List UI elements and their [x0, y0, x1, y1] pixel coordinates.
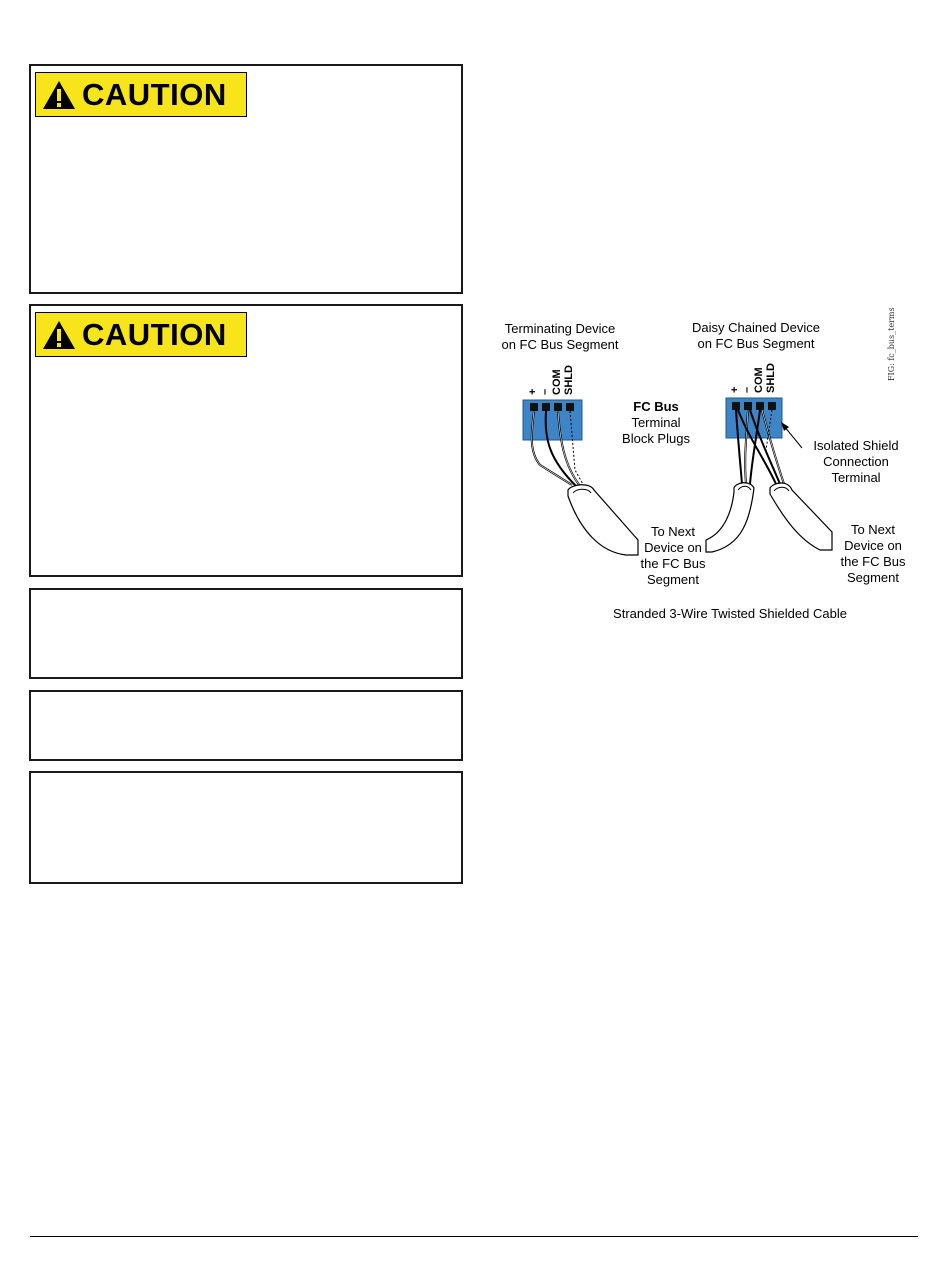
figure-caption: Stranded 3-Wire Twisted Shielded Cable [613, 606, 847, 621]
terminal-plus-label: + [729, 386, 741, 393]
caution-badge [35, 72, 247, 117]
footer-rule [30, 1236, 918, 1237]
terminal-com-label: COM [753, 367, 765, 393]
terminal-minus-label: – [741, 386, 753, 393]
note-box-3 [29, 771, 463, 884]
terminating-device-label: Terminating Device on FC Bus Segment [501, 321, 619, 352]
warning-triangle-icon [42, 80, 76, 110]
note-box-1 [29, 588, 463, 679]
fc-bus-subtitle: Terminal Block Plugs [622, 415, 690, 446]
caution-label: CAUTION [82, 77, 227, 112]
daisy-chained-device-label: Daisy Chained Device on FC Bus Segment [692, 320, 820, 351]
fc-bus-wiring-figure [480, 300, 940, 640]
terminal-shld-label: SHLD [563, 365, 575, 395]
warning-triangle-icon [42, 320, 76, 350]
caution-badge [35, 312, 247, 357]
isolated-shield-label: Isolated Shield Connection Terminal [813, 438, 899, 485]
terminal-minus-label: – [539, 388, 551, 395]
caution-box-2 [29, 304, 463, 577]
note-box-2 [29, 690, 463, 761]
terminal-plus-label: + [527, 388, 539, 395]
caution-label: CAUTION [82, 317, 227, 352]
caution-box-1 [29, 64, 463, 294]
to-next-device-right-label: To Next Device on the FC Bus Segment [840, 522, 906, 585]
fc-bus-title: FC Bus [633, 399, 679, 414]
terminal-com-label: COM [551, 369, 563, 395]
figure-id: FIG: fc_bus_terms [887, 307, 896, 381]
to-next-device-left-label: To Next Device on the FC Bus Segment [640, 524, 706, 587]
terminal-shld-label: SHLD [765, 363, 777, 393]
